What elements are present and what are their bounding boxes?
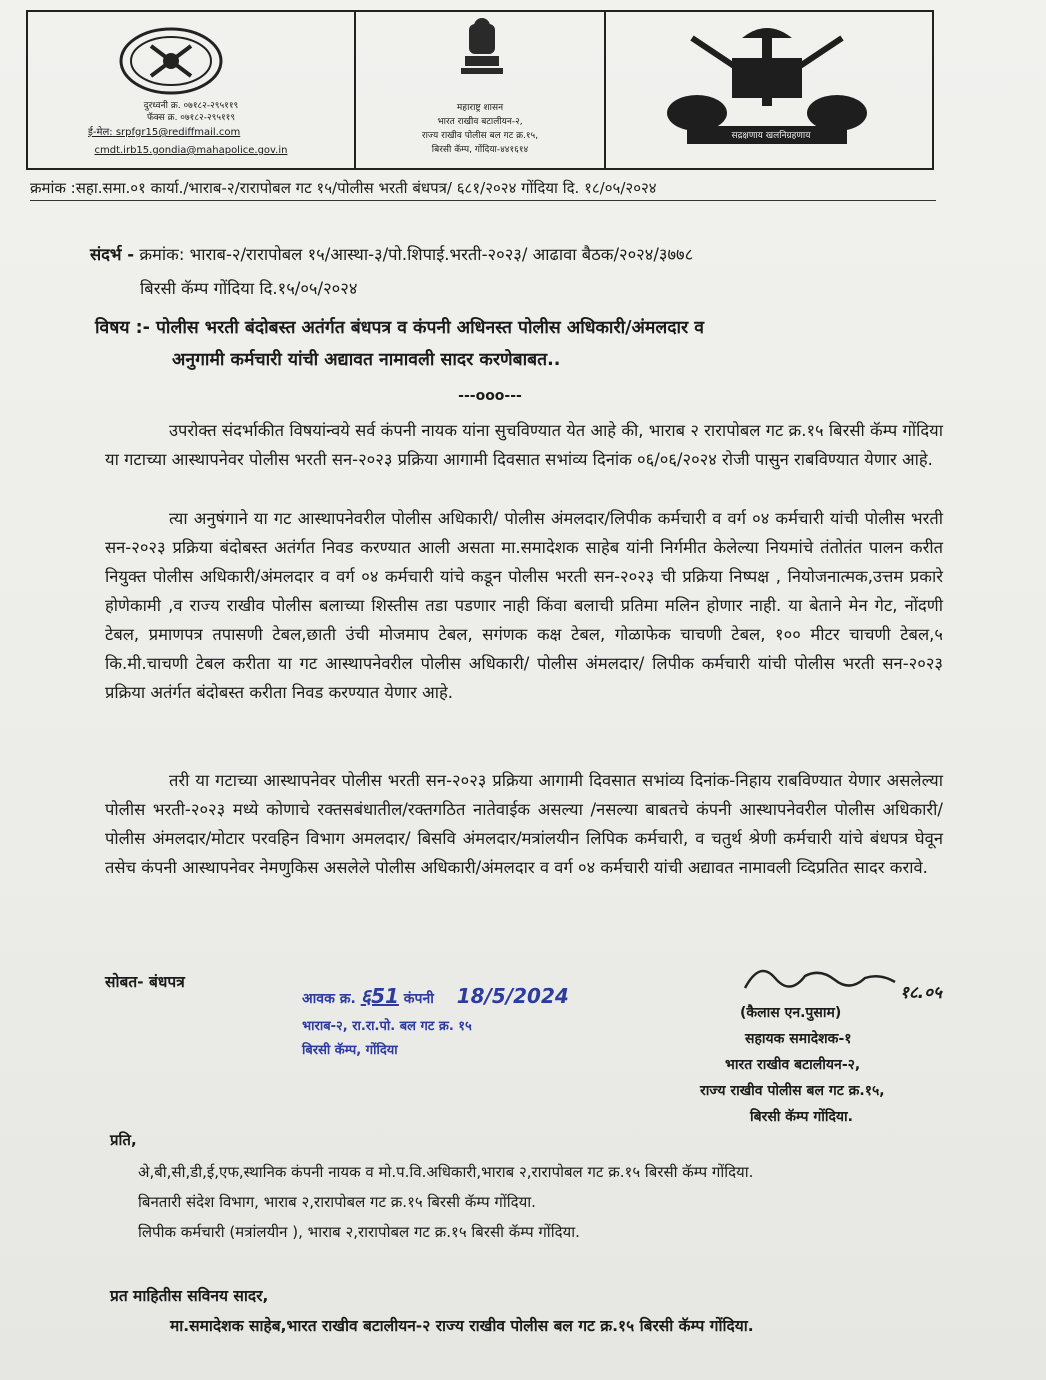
enclosure-text: सोबत- बंधपत्र <box>105 973 185 991</box>
subject-text-line1: पोलीस भरती बंदोबस्त अतंर्गत बंधपत्र व कंपनी अधिनस्त पोलीस अधिकारी/अंमलदार व <box>155 318 705 338</box>
inward-stamp-line2: भाराब-२, रा.रा.पो. बल गट क्र. १५ <box>302 1019 472 1034</box>
subject-label: विषय :- <box>95 318 150 338</box>
letterhead <box>26 10 934 170</box>
fax-text: फॅक्स क्र. ०७१८२-२९५११९ <box>146 113 236 123</box>
separator: ---ooo--- <box>458 388 522 404</box>
signature <box>740 958 900 1002</box>
ashoka-emblem-icon <box>459 16 505 90</box>
inward-date: 18/5/2024 <box>456 984 569 1008</box>
gov-text: महाराष्ट्र शासन <box>456 103 504 113</box>
letterhead-left <box>28 12 356 168</box>
srpf-emblem-icon <box>116 26 226 100</box>
copy-label: प्रत माहितीस सविनय सादर, <box>110 1287 269 1305</box>
body-paragraph-2: त्या अनुषंगाने या गट आस्थापनेवरील पोलीस अधिकारी/ पोलीस अंमलदार/लिपीक कर्मचारी व वर्ग ०४ कर्मचारी यांची पोलीस भरती सन-२०२३ प्रक्रिया बंदोबस्त अतंर्गत निवड करण्यात आली असता मा.समादेशक साहेब यांनी निर्गमीत केलेल्या नियमांचे तंतोतंत पालन करीत नियुक्त पोलीस अधिकारी/अंमलदार व वर्ग ०४ कर्मचारी यांचे कडून पोलीस भरती सन-२०२३ ची प्रक्रिया निष्पक्ष , नियोजनात्मक,उत्तम प्रकारे होणेकामी ,व राज्य राखीव पोलीस बलाच्या शिस्तीस तडा पडणार नाही किंवा बलाची प्रतिमा मलिन होणार नाही. या बेताने मेन गेट, नोंदणी टेबल, प्रमाणपत्र तपासणी टेबल,छाती उंची मोजमाप टेबल, सगंणक कक्ष टेबल, गोळाफेक चाचणी टेबल, १०० मीटर चाचणी टेबल,५ कि.मी.चाचणी टेबल करीता या गट आस्थापनेवरील पोलीस अधिकारी/ पोलीस अंमलदार/ लिपीक कर्मचारी यांची पोलीस भरती सन-२०२३ प्रक्रिया अतंर्गत बंदोबस्त करीता निवड करण्यात येणार आहे. <box>105 509 943 702</box>
email-link-1[interactable]: srpfgr15@rediffmail.com <box>115 127 241 138</box>
address-text: बिरसी कॅम्प, गोंदिया-४४१६१४ <box>431 145 529 155</box>
body-paragraph-1: उपरोक्त संदर्भाकीत विषयांन्वये सर्व कंपनी नायक यांना सुचविण्यात येत आहे की, भाराब २ रारापोबल गट क्र.१५ बिरसी कॅम्प गोंदिया या गटाच्या आस्थापनेवर पोलीस भरती सन-२०२३ प्रक्रिया आगामी दिवसात सभांव्य दिनांक ०६/०६/२०२४ रोजी पासुन राबविण्यात येणार आहे. <box>105 421 943 469</box>
letterhead-middle <box>356 12 606 168</box>
to-label: प्रति, <box>110 1131 137 1149</box>
email-link-2[interactable]: cmdt.irb15.gondia@mahapolice.gov.in <box>94 145 288 156</box>
inward-company-label: कंपनी <box>403 991 434 1007</box>
signatory-name: (कैलास एन.पुसाम) <box>740 1005 842 1021</box>
signatory-designation-3: राज्य राखीव पोलीस बल गट क्र.१५, <box>700 1083 885 1099</box>
crest-motto: सद्रक्षणाय खलनिग्रहणाय <box>731 131 811 141</box>
signatory-designation-2: भारत राखीव बटालीयन-२, <box>725 1057 861 1073</box>
reference-text-line1: क्रमांक: भाराब-२/रारापोबल १५/आस्था-३/पो.शिपाई.भरती-२०२३/ आढावा बैठक/२०२४/३७७८ <box>139 245 694 264</box>
to-line-3: लिपीक कर्मचारी (मत्रांलयीन ), भाराब २,रारापोबल गट क्र.१५ बिरसी कॅम्प गोंदिया. <box>138 1223 580 1241</box>
to-line-2: बिनतारी संदेश विभाग, भाराब २,रारापोबल गट क्र.१५ बिरसी कॅम्प गोंदिया. <box>138 1193 536 1211</box>
reference-label: संदर्भ - <box>90 245 135 264</box>
inward-number-label: आवक क्र. <box>302 991 356 1007</box>
srpf-group-text: राज्य राखीव पोलीस बल गट क्र.१५, <box>421 131 539 141</box>
inward-stamp-line3: बिरसी कॅम्प, गोंदिया <box>302 1043 398 1058</box>
subject-text-line2: अनुगामी कर्मचारी यांची अद्यावत नामावली सादर करणेबाबत.. <box>172 350 561 370</box>
to-line-1: अे,बी,सी,डी,ई,एफ,स्थानिक कंपनी नायक व मो.प.वि.अधिकारी,भाराब २,रारापोबल गट क्र.१५ बिरसी कॅम्प गोंदिया. <box>138 1163 754 1181</box>
reference-number-line: क्रमांक :सहा.समा.०१ कार्या./भाराब-२/रारापोबल गट १५/पोलीस भरती बंधपत्र/ ६८१/२०२४ गोंदिया दि. १८/०५/२०२४ <box>30 178 936 201</box>
letterhead-right <box>606 12 932 168</box>
phone-text: दुरध्वनी क्र. ०७१८२-२९५११९ <box>143 101 239 111</box>
body-paragraph-3: तरी या गटाच्या आस्थापनेवर पोलीस भरती सन-२०२३ प्रक्रिया आगामी दिवसात सभांव्य दिनांक-निहाय राबविण्यात येणार असलेल्या पोलीस भरती-२०२३ मध्ये कोणाचे रक्तसबंधातील/रक्तगठित नातेवाईक असल्या /नसल्या बाबतचे कंपनी आस्थापनेवरील पोलीस अधिकारी/पोलीस अंमलदार/मोटार परवहिन विभाग अमलदार/ बिसवि अंमलदार/मत्रांलयीन लिपिक कर्मचारी, व चतुर्थ श्रेणी कर्मचारी यांचे बंधपत्र घेवून तसेच कंपनी आस्थापनेवर नेमणुकिस असलेले पोलीस अधिकारी/अंमलदार व वर्ग ०४ कर्मचारी यांची अद्यावत नामावली व्दिप्रतित सादर करावे. <box>105 771 943 877</box>
signature-date: १८.०५ <box>900 983 942 1003</box>
copy-recipient: मा.समादेशक साहेब,भारत राखीव बटालीयन-२ राज्य राखीव पोलीस बल गट क्र.१५ बिरसी कॅम्प गोंदिया. <box>170 1317 754 1335</box>
battalion-text: भारत राखीव बटालीयन-२, <box>437 117 523 127</box>
inward-stamp <box>302 982 569 1009</box>
signatory-designation-4: बिरसी कॅम्प गोंदिया. <box>750 1109 853 1125</box>
reference-text-line2: बिरसी कॅम्प गोंदिया दि.१५/०५/२०२४ <box>140 279 358 298</box>
signatory-designation-1: सहायक समादेशक-१ <box>745 1031 852 1047</box>
email-label: ई-मेल: <box>88 127 113 138</box>
inward-number: ६51 <box>360 984 399 1008</box>
